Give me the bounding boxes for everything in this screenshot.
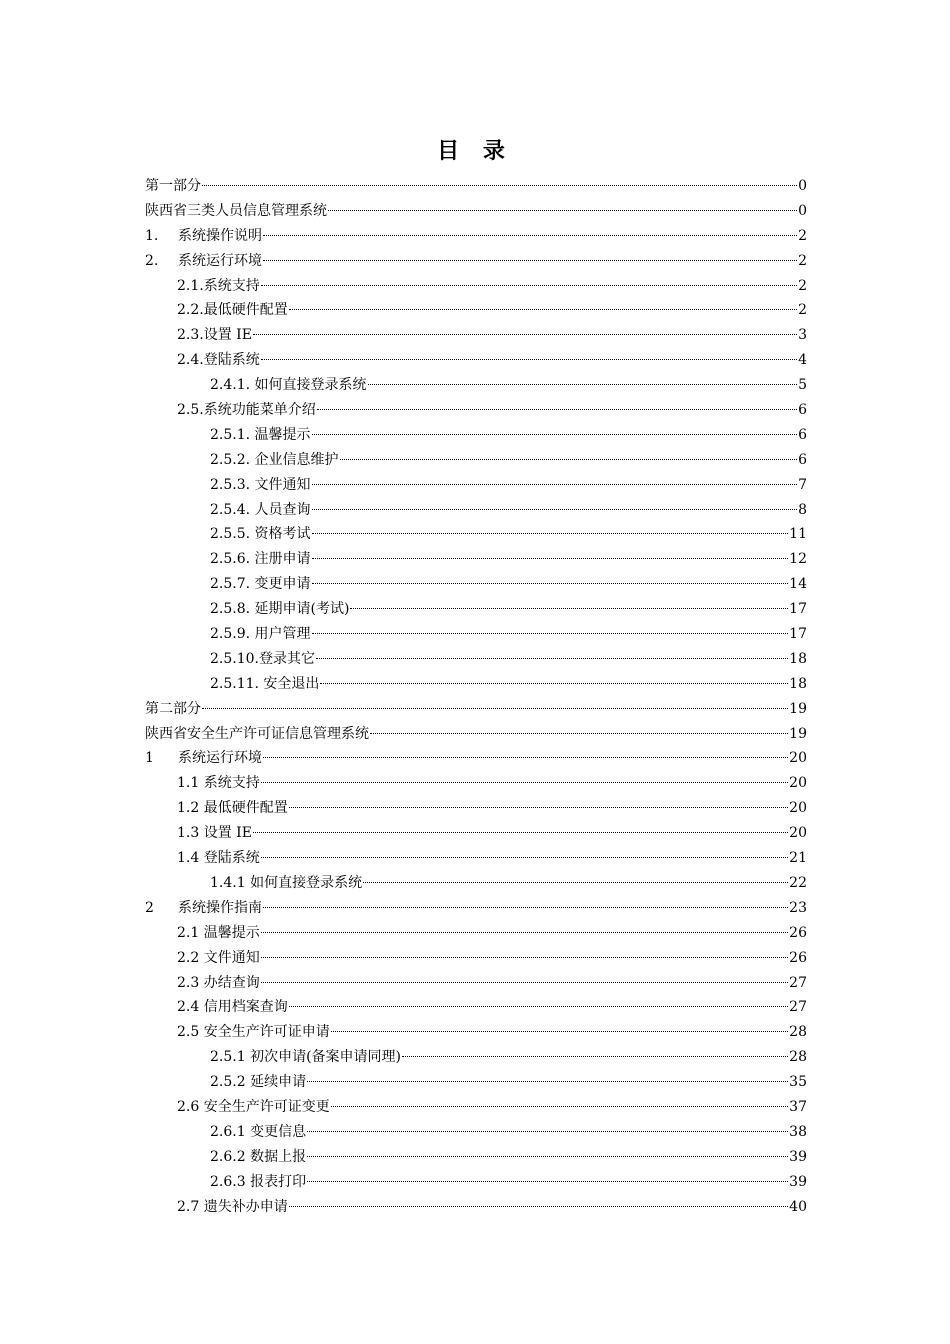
dot-leader xyxy=(263,757,788,758)
toc-entry-page-number: 3 xyxy=(798,327,807,344)
toc-entry[interactable] xyxy=(145,1120,807,1145)
toc-entry-label: 2.5.6. 注册申请 xyxy=(210,551,311,568)
toc-entry-page-number: 2 xyxy=(798,302,807,319)
page-title: 目 录 xyxy=(437,138,513,164)
toc-entry[interactable] xyxy=(145,522,807,547)
toc-entry-label: 2.4.登陆系统 xyxy=(177,352,260,369)
toc-entry-label: 2.6 安全生产许可证变更 xyxy=(177,1098,330,1115)
toc-entry-page-number: 35 xyxy=(789,1074,807,1091)
toc-entry[interactable] xyxy=(145,672,807,697)
toc-entry-label: 2.5.11. 安全退出 xyxy=(210,675,320,692)
toc-entry-label: 2.2 文件通知 xyxy=(177,949,260,966)
toc-entry[interactable] xyxy=(145,796,807,821)
toc-entry[interactable] xyxy=(145,946,807,971)
dot-leader xyxy=(261,359,797,360)
toc-entry-page-number: 6 xyxy=(798,451,807,468)
toc-entry-label: 2.5.1 初次申请(备案申请同理) xyxy=(210,1049,401,1066)
toc-entry-label: 2.3 办结查询 xyxy=(177,974,260,991)
toc-entry-page-number: 18 xyxy=(789,650,807,667)
toc-entry[interactable] xyxy=(145,896,807,921)
toc-entry-label: 2.1.系统支持 xyxy=(177,277,260,294)
toc-entry-page-number: 6 xyxy=(798,402,807,419)
toc-entry[interactable] xyxy=(145,1045,807,1070)
table-of-contents xyxy=(145,174,807,1219)
toc-entry[interactable] xyxy=(145,547,807,572)
toc-entry[interactable] xyxy=(145,846,807,871)
toc-entry-page-number: 22 xyxy=(789,874,807,891)
toc-entry[interactable] xyxy=(145,1145,807,1170)
toc-entry-page-number: 2 xyxy=(798,252,807,269)
dot-leader xyxy=(202,708,788,709)
toc-entry-label: 1.2 最低硬件配置 xyxy=(177,800,288,817)
toc-entry-label: 2.7 遗失补办申请 xyxy=(177,1198,288,1215)
toc-entry-page-number: 20 xyxy=(789,775,807,792)
toc-entry-label: 2.4 信用档案查询 xyxy=(177,999,288,1016)
toc-entry[interactable] xyxy=(145,722,807,747)
toc-entry[interactable] xyxy=(145,971,807,996)
toc-entry-page-number: 40 xyxy=(789,1198,807,1215)
dot-leader xyxy=(307,1131,788,1132)
dot-leader xyxy=(312,583,789,584)
toc-entry[interactable] xyxy=(145,1020,807,1045)
toc-entry[interactable] xyxy=(145,1195,807,1220)
toc-entry-label: 1.1 系统支持 xyxy=(177,775,260,792)
dot-leader xyxy=(317,409,797,410)
toc-entry-label: 系统操作指南 xyxy=(178,899,262,916)
toc-entry-number: 1. xyxy=(145,227,159,244)
toc-entry-label: 2.5.5. 资格考试 xyxy=(210,526,311,543)
toc-entry-page-number: 27 xyxy=(789,999,807,1016)
toc-entry-page-number: 38 xyxy=(789,1123,807,1140)
toc-entry-page-number: 0 xyxy=(798,178,807,194)
toc-entry-page-number: 19 xyxy=(789,700,807,717)
toc-entry-label: 2.5.2. 企业信息维护 xyxy=(210,451,339,468)
toc-entry-page-number: 39 xyxy=(789,1148,807,1165)
toc-entry[interactable] xyxy=(145,647,807,672)
toc-entry-page-number: 2 xyxy=(798,277,807,294)
toc-entry-label: 2.2.最低硬件配置 xyxy=(177,302,288,319)
toc-entry-page-number: 27 xyxy=(789,974,807,991)
toc-entry[interactable] xyxy=(145,298,807,323)
dot-leader xyxy=(263,235,797,236)
toc-entry-page-number: 37 xyxy=(789,1098,807,1115)
dot-leader xyxy=(261,982,788,983)
dot-leader xyxy=(263,907,788,908)
toc-entry-label: 第一部分 xyxy=(145,178,201,194)
toc-entry-number: 1 xyxy=(145,750,154,767)
dot-leader xyxy=(312,434,798,435)
dot-leader xyxy=(307,1156,788,1157)
dot-leader xyxy=(261,932,788,933)
toc-entry[interactable] xyxy=(145,771,807,796)
toc-entry-page-number: 0 xyxy=(798,202,807,219)
dot-leader xyxy=(261,857,788,858)
toc-entry[interactable] xyxy=(145,174,807,199)
toc-entry-label: 2.1 温馨提示 xyxy=(177,924,260,941)
toc-entry-label: 系统操作说明 xyxy=(178,227,262,244)
dot-leader xyxy=(312,533,789,534)
toc-entry-label: 2.6.3 报表打印 xyxy=(210,1173,307,1190)
dot-leader xyxy=(307,1181,788,1182)
toc-entry-label: 2.6.1 变更信息 xyxy=(210,1123,307,1140)
toc-entry-label: 2.5.系统功能菜单介绍 xyxy=(177,402,316,419)
toc-entry[interactable] xyxy=(145,398,807,423)
dot-leader xyxy=(350,608,788,609)
dot-leader xyxy=(340,459,798,460)
toc-entry[interactable] xyxy=(145,423,807,448)
toc-entry-page-number: 20 xyxy=(789,825,807,842)
dot-leader xyxy=(289,807,788,808)
toc-entry-label: 陕西省三类人员信息管理系统 xyxy=(145,202,327,219)
toc-entry-page-number: 19 xyxy=(789,725,807,742)
toc-entry[interactable] xyxy=(145,348,807,373)
toc-entry-page-number: 18 xyxy=(789,675,807,692)
dot-leader xyxy=(312,558,789,559)
toc-entry-page-number: 20 xyxy=(789,750,807,767)
dot-leader xyxy=(253,334,797,335)
toc-entry[interactable] xyxy=(145,274,807,299)
dot-leader xyxy=(202,185,797,186)
toc-entry-page-number: 4 xyxy=(798,352,807,369)
toc-entry-label: 系统运行环境 xyxy=(178,750,262,767)
toc-entry-label: 2.5.4. 人员查询 xyxy=(210,501,311,518)
toc-entry-label: 1.4.1 如何直接登录系统 xyxy=(210,874,363,891)
toc-entry[interactable] xyxy=(145,1170,807,1195)
dot-leader xyxy=(263,260,797,261)
dot-leader xyxy=(261,782,788,783)
dot-leader xyxy=(312,484,798,485)
dot-leader xyxy=(331,1106,788,1107)
toc-entry-label: 2.5.2 延续申请 xyxy=(210,1074,307,1091)
toc-entry-page-number: 8 xyxy=(798,501,807,518)
toc-entry-label: 陕西省安全生产许可证信息管理系统 xyxy=(145,725,369,742)
toc-entry[interactable] xyxy=(145,498,807,523)
toc-entry[interactable] xyxy=(145,597,807,622)
toc-entry-label: 2.5.7. 变更申请 xyxy=(210,576,311,593)
toc-entry-page-number: 5 xyxy=(798,377,807,394)
dot-leader xyxy=(289,309,797,310)
dot-leader xyxy=(312,633,789,634)
toc-entry[interactable] xyxy=(145,473,807,498)
dot-leader xyxy=(289,1006,788,1007)
toc-entry[interactable] xyxy=(145,1070,807,1095)
toc-entry-number: 2. xyxy=(145,252,159,269)
toc-entry-page-number: 20 xyxy=(789,800,807,817)
dot-leader xyxy=(331,1031,788,1032)
toc-entry-page-number: 7 xyxy=(798,476,807,493)
toc-entry-page-number: 14 xyxy=(789,576,807,593)
toc-entry[interactable] xyxy=(145,871,807,896)
dot-leader xyxy=(307,1081,788,1082)
toc-entry[interactable] xyxy=(145,448,807,473)
dot-leader xyxy=(363,882,788,883)
toc-entry-label: 2.3.设置 IE xyxy=(177,327,252,344)
toc-entry-label: 2.5.1. 温馨提示 xyxy=(210,426,311,443)
dot-leader xyxy=(289,1206,788,1207)
toc-entry-page-number: 2 xyxy=(798,227,807,244)
toc-entry[interactable] xyxy=(145,572,807,597)
toc-entry-page-number: 17 xyxy=(789,601,807,618)
dot-leader xyxy=(320,683,788,684)
toc-entry-label: 1.4 登陆系统 xyxy=(177,850,260,867)
dot-leader xyxy=(261,957,788,958)
toc-entry[interactable] xyxy=(145,697,807,722)
toc-entry-page-number: 12 xyxy=(789,551,807,568)
toc-entry-label: 系统运行环境 xyxy=(178,252,262,269)
toc-entry[interactable] xyxy=(145,622,807,647)
toc-entry-page-number: 6 xyxy=(798,426,807,443)
dot-leader xyxy=(370,733,788,734)
toc-entry[interactable] xyxy=(145,373,807,398)
toc-entry-page-number: 11 xyxy=(789,526,807,543)
dot-leader xyxy=(253,832,788,833)
toc-entry-label: 第二部分 xyxy=(145,700,201,717)
toc-entry-label: 2.6.2 数据上报 xyxy=(210,1148,307,1165)
dot-leader xyxy=(402,1056,788,1057)
toc-entry[interactable] xyxy=(145,921,807,946)
dot-leader xyxy=(328,210,797,211)
dot-leader xyxy=(312,509,798,510)
toc-entry[interactable] xyxy=(145,746,807,771)
toc-entry[interactable] xyxy=(145,249,807,274)
dot-leader xyxy=(261,285,797,286)
toc-entry-label: 2.5.10.登录其它 xyxy=(210,650,315,667)
dot-leader xyxy=(316,658,788,659)
dot-leader xyxy=(368,384,798,385)
toc-entry-label: 2.5.9. 用户管理 xyxy=(210,626,311,643)
toc-entry-label: 2.5.8. 延期申请(考试) xyxy=(210,601,350,618)
toc-entry-page-number: 26 xyxy=(789,924,807,941)
toc-entry[interactable] xyxy=(145,1095,807,1120)
toc-entry-label: 2.5.3. 文件通知 xyxy=(210,476,311,493)
toc-entry-page-number: 23 xyxy=(789,899,807,916)
toc-entry-page-number: 28 xyxy=(789,1049,807,1066)
toc-entry-number: 2 xyxy=(145,899,154,916)
toc-entry[interactable] xyxy=(145,821,807,846)
toc-entry[interactable] xyxy=(145,995,807,1020)
toc-entry-label: 2.4.1. 如何直接登录系统 xyxy=(210,377,367,394)
toc-entry[interactable] xyxy=(145,224,807,249)
toc-entry[interactable] xyxy=(145,199,807,224)
toc-entry-label: 2.5 安全生产许可证申请 xyxy=(177,1024,330,1041)
toc-entry-page-number: 28 xyxy=(789,1024,807,1041)
toc-entry-page-number: 39 xyxy=(789,1173,807,1190)
toc-entry[interactable] xyxy=(145,323,807,348)
toc-entry-label: 1.3 设置 IE xyxy=(177,825,252,842)
toc-entry-page-number: 21 xyxy=(789,850,807,867)
toc-entry-page-number: 26 xyxy=(789,949,807,966)
toc-entry-page-number: 17 xyxy=(789,626,807,643)
